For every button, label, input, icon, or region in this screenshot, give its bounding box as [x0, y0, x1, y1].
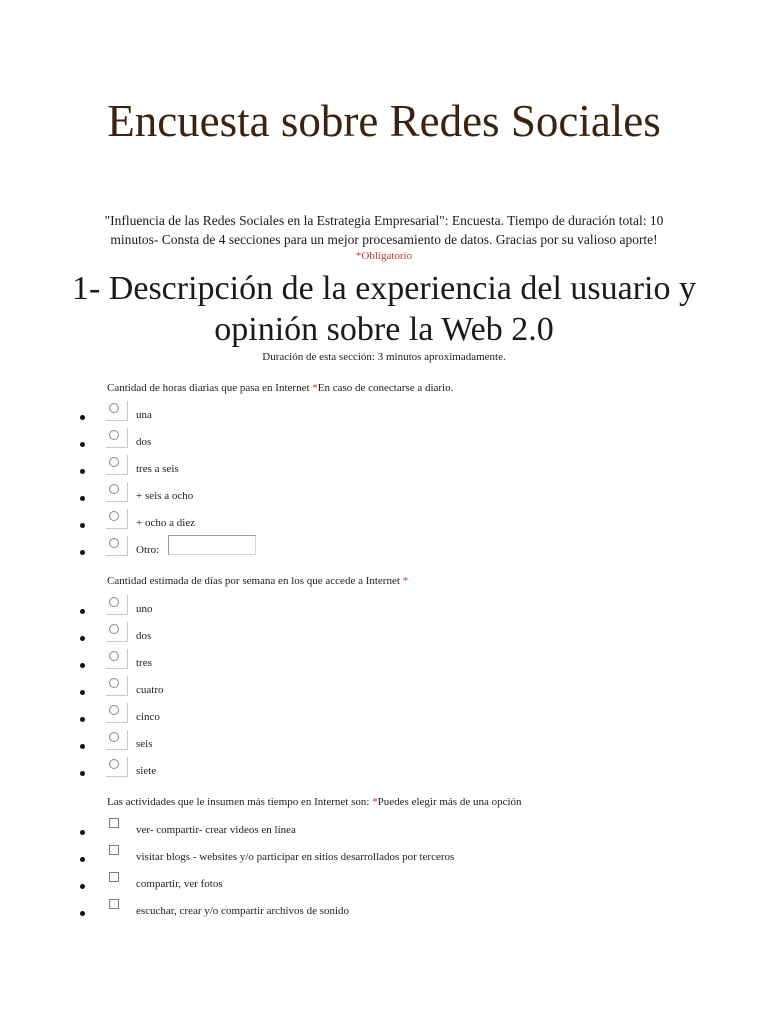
list-item	[80, 822, 680, 849]
option-label: seis	[136, 738, 153, 750]
required-star: *	[372, 796, 378, 808]
option-label: uno	[136, 603, 153, 615]
radio-button-icon	[109, 624, 119, 634]
radio-button[interactable]	[106, 676, 128, 696]
bullet-icon	[80, 744, 85, 749]
list-item	[80, 709, 680, 736]
checkbox[interactable]	[106, 870, 122, 886]
question-help: Puedes elegir más de una opción	[377, 796, 522, 808]
radio-button-icon	[109, 403, 119, 413]
bullet-icon	[80, 523, 85, 528]
list-item	[80, 736, 680, 763]
option-label: tres a seis	[136, 463, 179, 475]
option-label: visitar blogs - websites y/o participar en sitios desarrollados por terceros	[136, 851, 455, 863]
option-label: dos	[136, 436, 152, 448]
radio-button[interactable]	[106, 428, 128, 448]
list-item	[80, 461, 680, 488]
bullet-icon	[80, 771, 85, 776]
list-item	[80, 682, 680, 709]
radio-button[interactable]	[106, 595, 128, 615]
bullet-icon	[80, 415, 85, 420]
checkbox-icon	[109, 818, 119, 828]
required-star: *	[312, 382, 318, 394]
bullet-icon	[80, 496, 85, 501]
list-item	[80, 903, 680, 930]
survey-title: Encuesta sobre Redes Sociales	[107, 96, 661, 146]
list-item	[80, 601, 680, 628]
bullet-icon	[80, 442, 85, 447]
radio-button-icon	[109, 705, 119, 715]
option-label: cuatro	[136, 684, 164, 696]
survey-intro: "Influencia de las Redes Sociales en la Estrategia Empresarial": Encuesta. Tiempo de duración total: 10 minutos- Consta de 4 secciones para un mejor procesamiento de datos. Gracias por su valioso aporte!	[104, 213, 664, 247]
question-label: Cantidad estimada de días por semana en los que accede a Internet	[107, 575, 400, 587]
required-star: *	[402, 575, 409, 587]
question-activities	[107, 796, 522, 808]
checkbox-icon	[109, 845, 119, 855]
other-input[interactable]	[168, 535, 256, 555]
list-item	[80, 434, 680, 461]
option-label: escuchar, crear y/o compartir archivos de sonido	[136, 905, 350, 917]
option-label: dos	[136, 630, 152, 642]
option-label: + seis a ocho	[136, 490, 194, 502]
list-item	[80, 407, 680, 434]
radio-button-icon	[109, 732, 119, 742]
section-description: Duración de esta sección: 3 minutos aproximadamente.	[262, 351, 506, 363]
bullet-icon	[80, 830, 85, 835]
checkbox[interactable]	[106, 897, 122, 913]
radio-button[interactable]	[106, 649, 128, 669]
option-label: siete	[136, 765, 157, 777]
bullet-icon	[80, 884, 85, 889]
option-label: tres	[136, 657, 152, 669]
radio-button-icon	[109, 430, 119, 440]
checkbox[interactable]	[106, 843, 122, 859]
radio-button-icon	[109, 511, 119, 521]
option-label: cinco	[136, 711, 160, 723]
radio-button-icon	[109, 651, 119, 661]
section-title: 1- Descripción de la experiencia del usuario y opinión sobre la Web 2.0	[71, 270, 697, 348]
question-label: Cantidad de horas diarias que pasa en Internet	[107, 382, 310, 394]
list-item	[80, 542, 680, 569]
list-item	[80, 876, 680, 903]
option-label: ver- compartir- crear videos en línea	[136, 824, 296, 836]
list-item	[80, 488, 680, 515]
checkbox[interactable]	[106, 816, 122, 832]
question-help: En caso de conectarse a diario.	[317, 382, 454, 394]
radio-button[interactable]	[106, 757, 128, 777]
option-label: una	[136, 409, 152, 421]
radio-button-icon	[109, 457, 119, 467]
radio-button-icon	[109, 597, 119, 607]
question-label: Las actividades que le insumen más tiempo en Internet son:	[107, 796, 370, 808]
bullet-icon	[80, 690, 85, 695]
list-item	[80, 763, 680, 790]
option-label: Otro:	[136, 544, 160, 556]
radio-button[interactable]	[106, 703, 128, 723]
list-item	[80, 628, 680, 655]
radio-button-icon	[109, 484, 119, 494]
list-item	[80, 849, 680, 876]
question-hours-per-day	[107, 382, 453, 394]
bullet-icon	[80, 857, 85, 862]
checkbox-icon	[109, 899, 119, 909]
checkbox-icon	[109, 872, 119, 882]
radio-button[interactable]	[106, 536, 128, 556]
question-days-per-week	[107, 575, 408, 587]
radio-button[interactable]	[106, 482, 128, 502]
radio-button-icon	[109, 538, 119, 548]
radio-button[interactable]	[106, 401, 128, 421]
bullet-icon	[80, 911, 85, 916]
radio-button[interactable]	[106, 622, 128, 642]
radio-button[interactable]	[106, 730, 128, 750]
radio-button[interactable]	[106, 455, 128, 475]
bullet-icon	[80, 636, 85, 641]
bullet-icon	[80, 550, 85, 555]
radio-button-icon	[109, 759, 119, 769]
radio-button[interactable]	[106, 509, 128, 529]
required-note: *Obligatorio	[355, 250, 413, 262]
bullet-icon	[80, 469, 85, 474]
bullet-icon	[80, 717, 85, 722]
bullet-icon	[80, 609, 85, 614]
radio-button-icon	[109, 678, 119, 688]
bullet-icon	[80, 663, 85, 668]
option-label: + ocho a diez	[136, 517, 196, 529]
list-item	[80, 655, 680, 682]
option-label: compartir, ver fotos	[136, 878, 223, 890]
